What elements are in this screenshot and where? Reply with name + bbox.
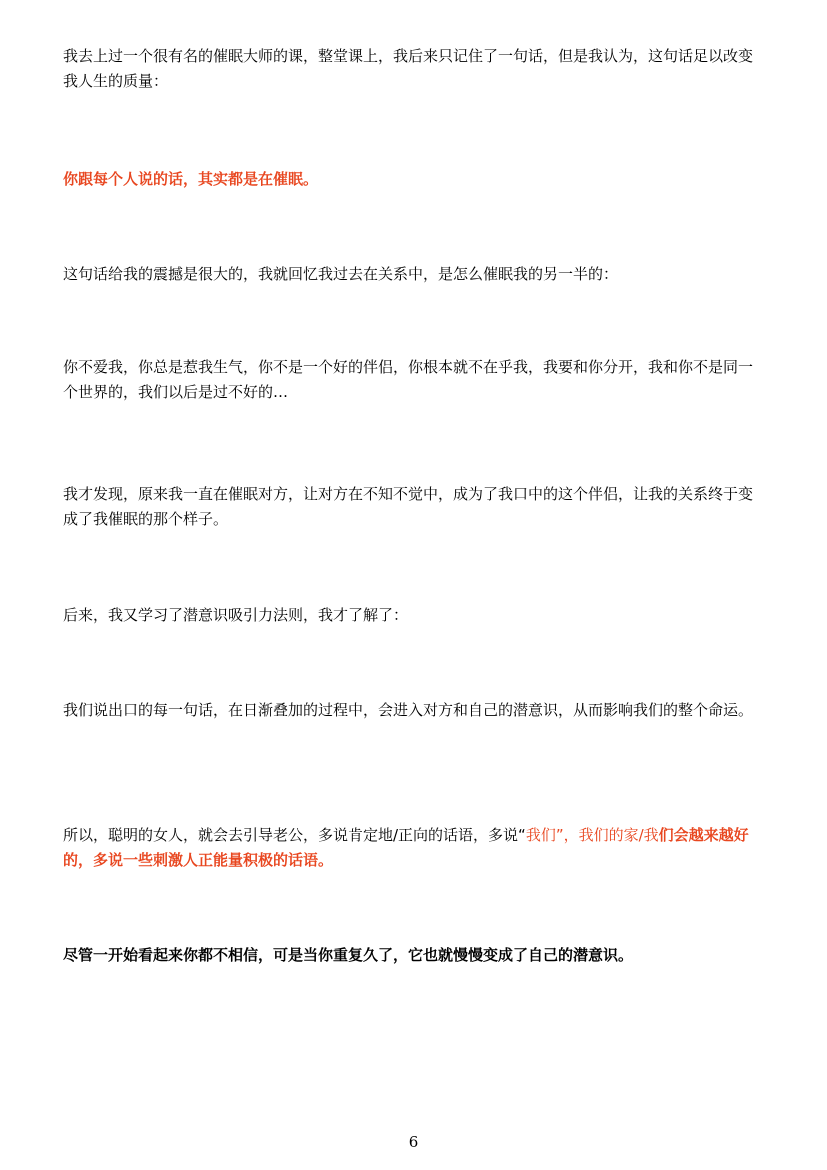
highlight-quote: 你跟每个人说的话，其实都是在催眠。 — [63, 170, 319, 188]
paragraph-9: 尽管一开始看起来你都不相信，可是当你重复久了，它也就慢慢变成了自己的潜意识。 — [63, 946, 634, 964]
paragraph-7: 我们说出口的每一句话，在日渐叠加的过程中，会进入对方和自己的潜意识，从而影响我们的整个命运。 — [63, 701, 754, 719]
paragraph-5: 我才发现，原来我一直在催眠对方，让对方在不知不觉中，成为了我口中的这个伴侣，让我的关系终于变成了我催眠的那个样子。 — [63, 485, 754, 528]
page-number: 6 — [408, 1133, 419, 1151]
paragraph-8-plain: 所以，聪明的女人，就会去引导老公，多说肯定地/正向的话语，多说“ — [63, 826, 526, 844]
paragraph-8-accent: 我们”，我们的家/我 — [525, 826, 659, 844]
paragraph-8 — [63, 823, 763, 873]
paragraph-6: 后来，我又学习了潜意识吸引力法则，我才了解了： — [63, 606, 409, 624]
paragraph-4: 你不爱我，你总是惹我生气，你不是一个好的伴侣，你根本就不在乎我，我要和你分开，我和你不是同一个世界的，我们以后是过不好的… — [63, 358, 754, 401]
paragraph-3: 这句话给我的震撼是很大的，我就回忆我过去在关系中，是怎么催眠我的另一半的： — [63, 265, 619, 283]
paragraph-1: 我去上过一个很有名的催眠大师的课，整堂课上，我后来只记住了一句话，但是我认为，这句话足以改变我人生的质量： — [63, 47, 754, 90]
paragraph-8-accent-bold: 们会越来越好的，多说一些刺激人正能量积极的话语。 — [63, 826, 749, 869]
